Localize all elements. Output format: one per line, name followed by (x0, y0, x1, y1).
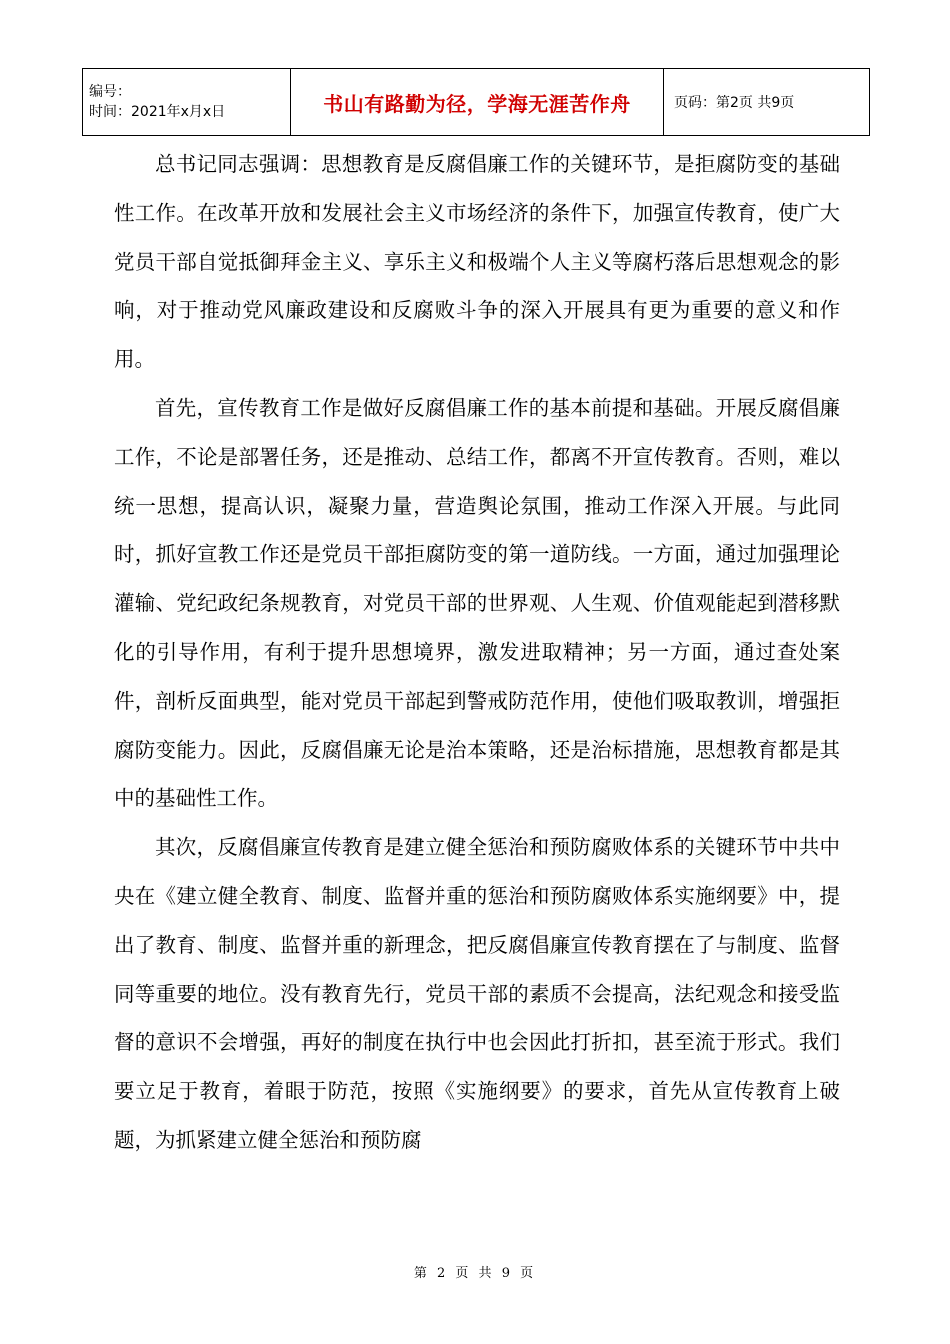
header-motto: 书山有路勤为径，学海无涯苦作舟 (291, 69, 664, 136)
document-time-label: 时间：2021年x月x日 (89, 104, 226, 120)
paragraph: 首先，宣传教育工作是做好反腐倡廉工作的基本前提和基础。开展反腐倡廉工作，不论是部署任务，还是推动、总结工作，都离不开宣传教育。否则，难以统一思想，提高认识，凝聚力量，营造舆论氛围，推动工作深入开展。与此同时，抓好宣教工作还是党员干部拒腐防变的第一道防线。一方面，通过加强理论灌输、党纪政纪条规教育，对党员干部的世界观、人生观、价值观能起到潜移默化的引导作用，有利于提升思想境界，激发进取精神；另一方面，通过查处案件，剖析反面典型，能对党员干部起到警戒防范作用，使他们吸取教训，增强拒腐防变能力。因此，反腐倡廉无论是治本策略，还是治标措施，思想教育都是其中的基础性工作。 (114, 395, 840, 811)
header-info-cell (83, 69, 291, 136)
paragraph: 总书记同志强调：思想教育是反腐倡廉工作的关键环节，是拒腐防变的基础性工作。在改革开放和发展社会主义市场经济的条件下，加强宣传教育，使广大党员干部自觉抵御拜金主义、享乐主义和极端个人主义等腐朽落后思想观念的影响，对于推动党风廉政建设和反腐败斗争的深入开展具有更为重要的意义和作用。 (114, 152, 840, 372)
header-page-number: 页码：第2页 共9页 (664, 69, 870, 136)
document-number-label: 编号： (89, 84, 131, 100)
document-body (114, 140, 840, 1165)
page-footer: 第 2 页 共 9 页 (413, 1266, 537, 1281)
paragraph: 其次，反腐倡廉宣传教育是建立健全惩治和预防腐败体系的关键环节中共中央在《建立健全教育、制度、监督并重的惩治和预防腐败体系实施纲要》中，提出了教育、制度、监督并重的新理念，把反腐倡廉宣传教育摆在了与制度、监督同等重要的地位。没有教育先行，党员干部的素质不会提高，法纪观念和接受监督的意识不会增强，再好的制度在执行中也会因此打折扣，甚至流于形式。我们要立足于教育，着眼于防范，按照《实施纲要》的要求，首先从宣传教育上破题，为抓紧建立健全惩治和预防腐 (114, 835, 840, 1152)
document-header (82, 68, 870, 136)
